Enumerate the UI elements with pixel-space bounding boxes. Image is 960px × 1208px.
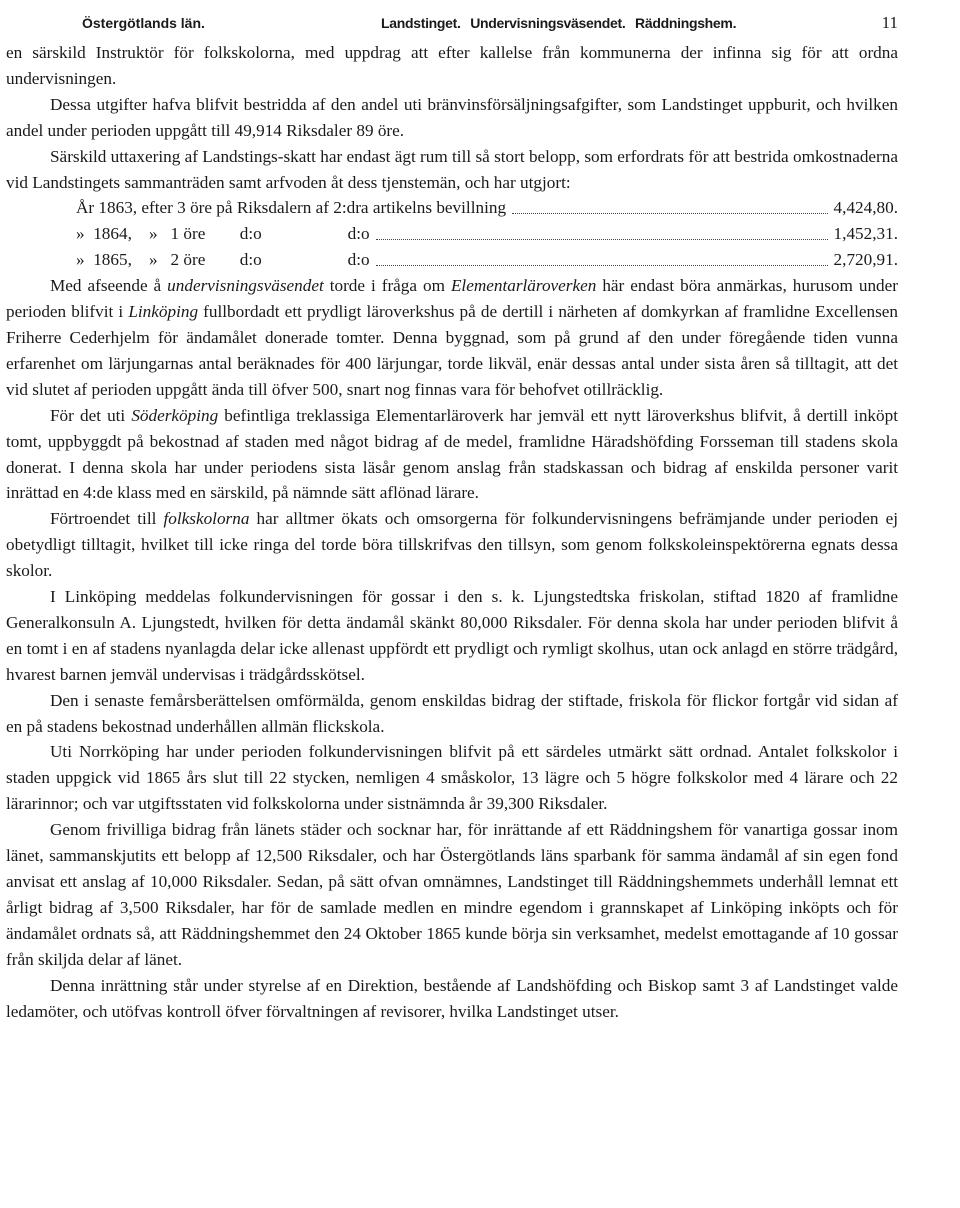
italic-term: Söderköping — [131, 405, 219, 425]
text-run: Särskild uttaxering af Landstings-skatt har endast ägt rum till så stort belopp, som erfordrats för att bestrida omkostnaderna vid Landstingets sammanträden samt arfvoden åt dess tjenstemän, och har utgjort: — [6, 146, 898, 192]
italic-term: Linköping — [128, 302, 199, 322]
document-page — [6, 6, 898, 1024]
italic-term: folkskolorna — [163, 509, 250, 529]
dot-leader — [376, 247, 828, 266]
text-run: För det uti — [50, 405, 132, 425]
tax-row — [6, 247, 898, 273]
section-headings — [381, 6, 736, 40]
paragraph — [6, 817, 898, 972]
page-header — [6, 6, 898, 40]
text-run: Den i senaste femårsberättelsen omförmälda, genom enskildas bidrag der stiftade, friskola för flickor fortgår vid sidan af en på stadens bekostnad underhållen allmän flickskola. — [6, 690, 898, 736]
text-run: Dessa utgifter hafva blifvit bestridda af den andel uti bränvinsförsäljningsafgifter, som Landstinget uppburit, och hvilken andel under perioden uppgått till 49,914 Riksdaler 89 öre. — [6, 94, 898, 140]
text-run: befintliga treklassiga Elementarläroverk har jemväl ett nytt läroverkshus blifvit, å dertill inköpt tomt, uppbyggdt på bekostnad af staden med något bidrag af de medel, framlidne Häradshöfding Forsseman till stadens skola donerat. I denna skola har under periodens sista läsår genom anslag från stadskassan och bidrag af enskilda personer varit inrättad en 4:de klass med en särskild, på nämnde sätt aflönad lärare. — [6, 405, 898, 503]
text-run: fullbordadt ett prydligt läroverkshus på de dertill i närheten af domkyrkan af framlidne Excellensen Friherre Cederhjelm för ändamålet donerade tomter. Denna byggnad, som på grund af den under föregående tiden vunna erfarenhet om lärjungarnas antal beräknades för 400 lärjungar, torde likväl, enär dessas antal under sista åren så tilltagit, att det vid slutet af perioden uppgått ända till öfver 500, snart nog finnas vara för behofvet otillräcklig. — [6, 302, 898, 399]
county-heading: Östergötlands län. — [82, 15, 205, 31]
text-run: här endast böra anmärkas, hurusom under perioden blifvit i — [6, 276, 898, 322]
paragraph — [6, 403, 898, 507]
section-heading-landstinget: Landstinget. — [381, 15, 461, 31]
page-number: 11 — [881, 13, 898, 32]
text-run: Förtroendet till — [50, 509, 164, 529]
tax-table — [6, 195, 898, 273]
paragraph — [6, 688, 898, 740]
paragraph — [6, 584, 898, 688]
text-run: en särskild Instruktör för folkskolorna, med uppdrag att efter kallelse från kommunerna der infinna sig för att ordna undervisningen. — [6, 43, 898, 88]
section-heading-raddningshem: Räddningshem. — [635, 15, 737, 31]
section-heading-undervisning: Undervisningsväsendet. — [470, 15, 626, 31]
paragraph — [6, 973, 898, 1025]
body-text — [6, 40, 898, 1024]
tax-row-amount: 4,424,80. — [833, 198, 898, 218]
tax-row — [6, 195, 898, 221]
paragraphs-after-table — [6, 273, 898, 1024]
paragraph — [6, 739, 898, 817]
italic-term: undervisningsväsendet — [167, 276, 324, 296]
paragraph — [6, 144, 898, 196]
paragraph — [6, 40, 898, 92]
tax-row-amount: 2,720,91. — [833, 250, 898, 270]
paragraphs-before-table — [6, 40, 898, 195]
paragraph — [6, 506, 898, 584]
tax-row-label: » 1864, » 1 öre d:o d:o — [76, 224, 370, 244]
tax-row-amount: 1,452,31. — [833, 224, 898, 244]
tax-row — [6, 221, 898, 247]
paragraph — [6, 92, 898, 144]
paragraph — [6, 273, 898, 403]
text-run: I Linköping meddelas folkundervisningen för gossar i den s. k. Ljungstedtska friskolan, stiftad 1820 af framlidne Generalkonsuln A. Ljungstedt, hvilken för detta ändamål skänkt 80,000 Riksdaler. För denna skola har under perioden blifvit å en tomt i en af stadens nyanlagda delar icke allenast uppfördt ett prydligt och rymligt skolhus, utan ock anlagd en större trädgård, hvarest barnen jemväl undervisas i trädgårdsskötsel. — [6, 587, 898, 684]
text-run: Med afseende å — [50, 276, 168, 296]
italic-term: Elementarläroverken — [450, 276, 597, 296]
text-run: Uti Norrköping har under perioden folkundervisningen blifvit på ett särdeles utmärkt sätt ordnad. Antalet folkskolor i staden uppgick vid 1865 års slut till 22 stycken, nemligen 4 småskolor, 13 lägre och 5 högre folkskolor med 4 lärare och 22 lärarinnor; och var utgiftsstaten vid folkskolorna under sistnämnda år 39,300 Riksdaler. — [6, 742, 898, 814]
tax-row-label: » 1865, » 2 öre d:o d:o — [76, 250, 370, 270]
tax-row-label: År 1863, efter 3 öre på Riksdalern af 2:dra artikelns bevillning — [76, 198, 507, 218]
dot-leader — [376, 221, 828, 240]
text-run: Denna inrättning står under styrelse af en Direktion, bestående af Landshöfding och Biskop samt 3 af Landstinget valde ledamöter, och utöfvas kontroll öfver förvaltningen af revisorer, hvilka Landstinget utser. — [6, 975, 898, 1021]
text-run: Genom frivilliga bidrag från länets städer och socknar har, för inrättande af ett Räddningshem för vanartiga gossar inom länet, sammanskjutits ett belopp af 12,500 Riksdaler, och har Östergötlands läns sparbank för samma ändamål af sin egen fond anvisat ett anslag af 10,000 Riksdaler. Sedan, på sätt ofvan omnämnes, Landstinget till Räddningshemmets underhåll lemnat ett årligt bidrag af 3,500 Riksdaler, har för de samlade medlen en mindre egendom i grannskapet af Linköping inköpts och för ändamålet ordnats så, att Räddningshemmet den 24 Oktober 1865 kunde börja sin verksamhet, medelst emottagande af 10 gossar från skiljda delar af länet. — [6, 820, 898, 969]
dot-leader — [512, 195, 828, 214]
text-run: har alltmer ökats och omsorgerna för folkundervisningens befrämjande under perioden ej obetydligt tilltagit, hvilket till icke ringa del torde böra tillskrifvas den tillsyn, som genom folkskoleinspektörerna egnats dessa skolor. — [6, 509, 898, 581]
text-run: torde i fråga om — [323, 276, 451, 296]
